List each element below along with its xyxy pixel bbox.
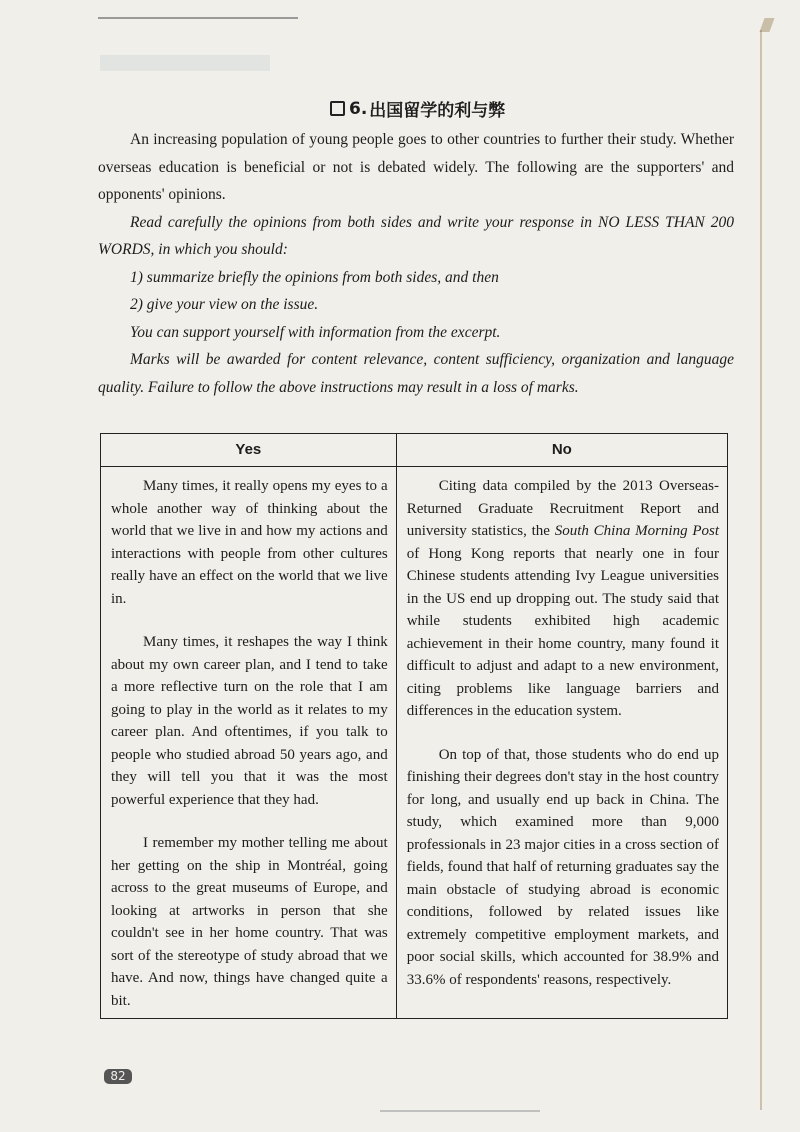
page-number: 82: [104, 1069, 132, 1084]
section-title-text: 出国留学的利与弊: [369, 101, 506, 121]
no-opinion-2: On top of that, those students who do end up finishing their degrees don't stay in the host country for long, and usually end up back in China. The study, which examined more than 9,000 professionals in 23 major cities in a cross section of fields, found that half of returning graduates say the main obstacle of studying abroad is economic conditions, followed by related issues like extremely competitive employment markets, and poor social skills, which accounted for 38.9% and 33.6% of respondents' reasons, respectively.: [406, 746, 719, 988]
section-number: 6.: [349, 98, 368, 119]
yes-opinion-3: I remember my mother telling me about her getting on the ship in Montréal, going across to the great museums of Europe, and looking at artworks in person that she couldn't see in her home country. That was sort of the stereotype of study abroad that we have. And now, things have changed quite a bit.: [111, 835, 388, 1009]
no-opinion-1-rest: of Hong Kong reports that nearly one in four Chinese students attending Ivy League universities in the US end up dropping out. The study said that while students exhibited high academic achievement in their home country, many found it difficult to adjust and adapt to a new environment, citing problems like language barriers and differences in the education system.: [406, 545, 719, 719]
no-opinion-1-start: Citing data compiled by the 2013 Overseas-Returned Graduate Recruitment Report and university statistics, the: [406, 478, 719, 539]
section-mark-icon: [330, 101, 345, 116]
header-smudge: [100, 55, 270, 71]
section-title: [330, 96, 505, 121]
no-opinion-1: [407, 475, 719, 723]
top-rule: [98, 17, 298, 19]
bottom-rule: [380, 1110, 540, 1112]
task-instruction: Read carefully the opinions from both sides and write your response in NO LESS THAN 200 WORDS, in which you should:: [98, 213, 734, 258]
instructions: [98, 126, 734, 401]
yes-opinion-2: Many times, it reshapes the way I think about my own career plan, and I tend to take a more reflective turn on the role that I am going to play in the world as it relates to my career plan. And oftentimes, if you talk to people who studied abroad 50 years ago, and they will tell you that it was the most powerful experience that they had.: [111, 634, 388, 808]
task-item-1: 1) summarize briefly the opinions from both sides, and then: [130, 268, 499, 286]
no-column: [396, 467, 727, 1019]
task-item-2: 2) give your view on the issue.: [130, 296, 319, 313]
marking-note: Marks will be awarded for content relevance, content sufficiency, organization and language quality. Failure to follow the above instructions may result in a loss of marks.: [98, 351, 734, 396]
newspaper-name: South China Morning Post: [554, 523, 719, 539]
support-note: You can support yourself with information from the excerpt.: [130, 323, 501, 341]
header-no: No: [396, 434, 727, 467]
header-yes: Yes: [101, 434, 397, 467]
opinions-table: [100, 433, 728, 1019]
yes-opinion-1: Many times, it really opens my eyes to a whole another way of thinking about the world that we live in and how my actions and interactions with people from other cultures really have an effect on the world that we live in.: [111, 478, 388, 607]
intro-paragraph: An increasing population of young people goes to other countries to further their study. Whether overseas education is beneficial or not is debated widely. The following are the supporters' and opponents' opinions.: [98, 131, 734, 203]
yes-column: [101, 467, 397, 1019]
page-edge-shadow: [760, 30, 762, 1110]
